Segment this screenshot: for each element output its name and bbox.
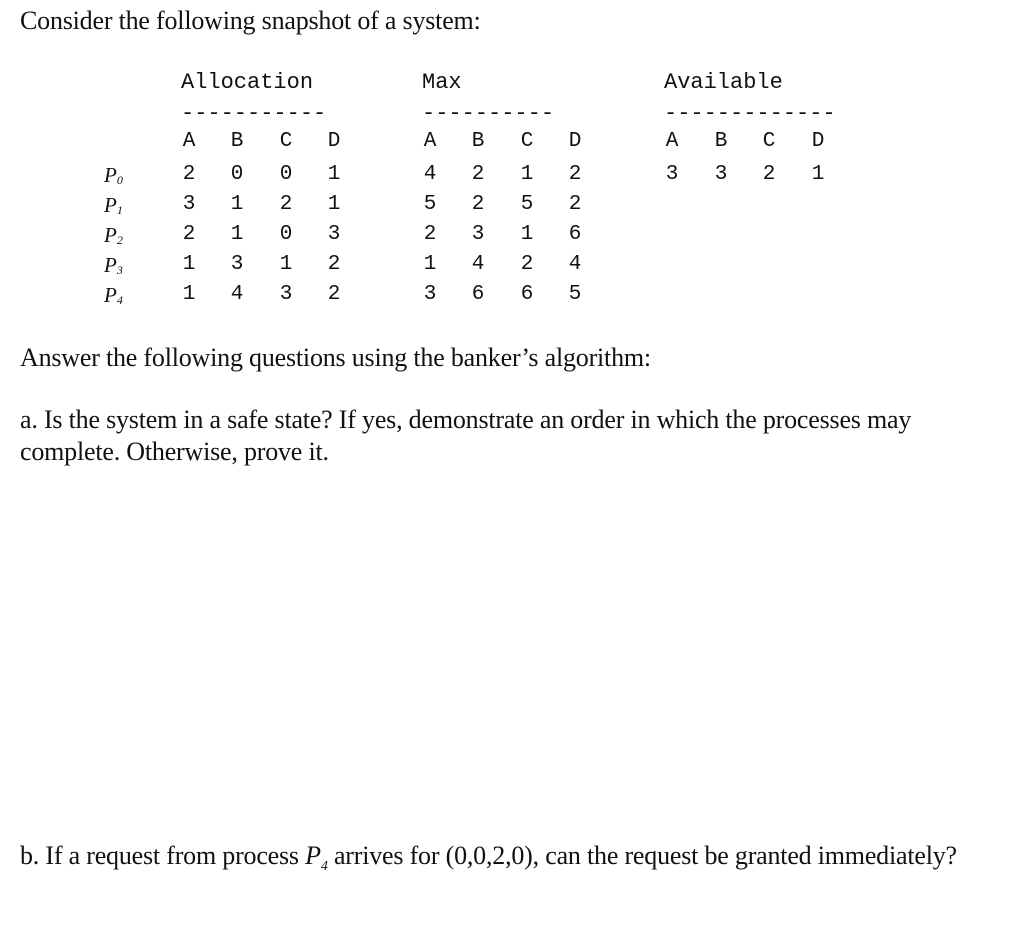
allocation-cell: 1 <box>182 283 196 306</box>
available-header: Available <box>664 70 783 95</box>
process-label: $P_4$ <box>104 283 123 307</box>
process-label: $P_1$ <box>104 193 123 217</box>
max-cell: 1 <box>423 253 437 276</box>
max-cell: 5 <box>520 193 534 216</box>
allocation-cell: 1 <box>279 253 293 276</box>
max-cell: 6 <box>568 223 582 246</box>
max-cell: 4 <box>568 253 582 276</box>
column-header: C <box>520 130 534 153</box>
available-cell: 3 <box>665 163 679 186</box>
allocation-cell: 3 <box>327 223 341 246</box>
allocation-cell: 1 <box>327 193 341 216</box>
max-cell: 2 <box>471 193 485 216</box>
max-cell: 3 <box>471 223 485 246</box>
allocation-cell: 2 <box>327 283 341 306</box>
intro-text: Consider the following snapshot of a system: <box>20 6 481 35</box>
available-cell: 3 <box>714 163 728 186</box>
max-cell: 3 <box>423 283 437 306</box>
allocation-cell: 0 <box>279 163 293 186</box>
max-cell: 6 <box>520 283 534 306</box>
question-a: a. Is the system in a safe state? If yes, demonstrate an order in which the processes may complete. Otherwise, prove it. <box>20 405 912 466</box>
column-header: D <box>811 130 825 153</box>
max-cell: 2 <box>568 193 582 216</box>
column-header: D <box>327 130 341 153</box>
process-label: $P_0$ <box>104 163 123 187</box>
question-b-prefix: b. If a request from process <box>20 841 306 870</box>
column-header: A <box>182 130 196 153</box>
allocation-cell: 1 <box>182 253 196 276</box>
allocation-cell: 1 <box>230 193 244 216</box>
allocation-cell: 4 <box>230 283 244 306</box>
allocation-cell: 2 <box>182 163 196 186</box>
column-header: A <box>423 130 437 153</box>
max-divider: ---------- <box>422 101 555 126</box>
max-cell: 6 <box>471 283 485 306</box>
max-cell: 4 <box>471 253 485 276</box>
allocation-cell: 1 <box>327 163 341 186</box>
allocation-cell: 3 <box>279 283 293 306</box>
max-cell: 5 <box>568 283 582 306</box>
question-b <box>20 840 1020 883</box>
max-cell: 4 <box>423 163 437 186</box>
allocation-divider: ----------- <box>181 101 327 126</box>
allocation-cell: 2 <box>327 253 341 276</box>
available-cell: 2 <box>762 163 776 186</box>
available-cell: 1 <box>811 163 825 186</box>
allocation-cell: 3 <box>230 253 244 276</box>
allocation-cell: 2 <box>182 223 196 246</box>
column-header: A <box>665 130 679 153</box>
max-cell: 1 <box>520 223 534 246</box>
allocation-cell: 1 <box>230 223 244 246</box>
allocation-cell: 2 <box>279 193 293 216</box>
allocation-cell: 3 <box>182 193 196 216</box>
column-header: C <box>279 130 293 153</box>
max-cell: 2 <box>471 163 485 186</box>
column-header: D <box>568 130 582 153</box>
question-b-process: $P_4$ <box>305 841 328 875</box>
allocation-cell: 0 <box>279 223 293 246</box>
allocation-header: Allocation <box>181 70 314 95</box>
process-label: $P_2$ <box>104 223 123 247</box>
max-cell: 5 <box>423 193 437 216</box>
max-cell: 1 <box>520 163 534 186</box>
process-label: $P_3$ <box>104 253 123 277</box>
column-header: B <box>471 130 485 153</box>
instruction-text: Answer the following questions using the banker’s algorithm: <box>20 343 651 372</box>
available-divider: ------------- <box>664 101 836 126</box>
max-cell: 2 <box>423 223 437 246</box>
column-header: C <box>762 130 776 153</box>
column-header: B <box>714 130 728 153</box>
allocation-cell: 0 <box>230 163 244 186</box>
max-cell: 2 <box>520 253 534 276</box>
question-b-suffix: arrives for (0,0,2,0), can the request be granted immediately? <box>327 841 957 870</box>
max-cell: 2 <box>568 163 582 186</box>
max-header: Max <box>422 70 462 95</box>
column-header: B <box>230 130 244 153</box>
